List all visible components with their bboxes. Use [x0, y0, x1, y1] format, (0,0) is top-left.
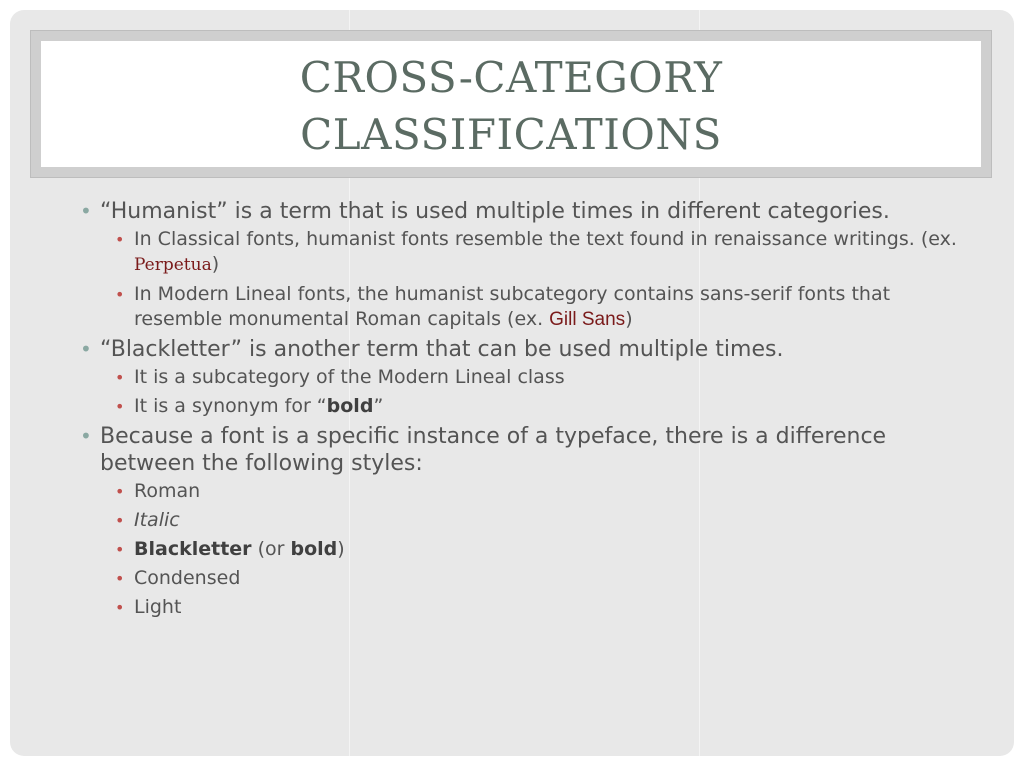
- bullet-item-humanist: [68, 198, 958, 332]
- style-label-end: ): [337, 538, 345, 560]
- sub-item-classical-humanist: [100, 227, 958, 278]
- bullet-text: “Blackletter” is another term that can be used multiple times.: [100, 337, 784, 362]
- bold-word: bold: [326, 395, 374, 417]
- bullet-icon: •: [80, 424, 92, 448]
- style-item-italic: [100, 508, 958, 533]
- bullet-text: “Humanist” is a term that is used multiple times in different categories.: [100, 199, 890, 224]
- style-label-middle: (or: [251, 538, 291, 560]
- bullet-icon: •: [80, 337, 92, 361]
- sub-bullet-icon: •: [115, 569, 125, 588]
- sub-list: [100, 365, 958, 419]
- sub-bullet-icon: •: [115, 368, 125, 387]
- sub-item-text-end: ”: [373, 395, 384, 417]
- title-line-2: CLASSIFICATIONS: [300, 110, 722, 159]
- sub-bullet-icon: •: [115, 285, 125, 304]
- sub-bullet-icon: •: [115, 511, 125, 530]
- title-box: [41, 41, 981, 167]
- bullet-list: [68, 198, 958, 620]
- sub-item-synonym: [100, 394, 958, 419]
- sub-item-text: In Modern Lineal fonts, the humanist subcategory contains sans-serif fonts that resemble monumental Roman capitals (ex.: [134, 283, 891, 330]
- sub-bullet-icon: •: [115, 540, 125, 559]
- sub-list: [100, 227, 958, 332]
- sub-item-text-end: ): [211, 253, 220, 275]
- style-item-blackletter: [100, 537, 958, 562]
- style-label: Light: [134, 596, 182, 618]
- style-label-bold: Blackletter: [134, 538, 252, 560]
- style-label: Condensed: [134, 567, 241, 589]
- sub-bullet-icon: •: [115, 482, 125, 501]
- style-label: Roman: [134, 480, 201, 502]
- style-item-roman: [100, 479, 958, 504]
- bullet-text: Because a font is a specific instance of a typeface, there is a difference between the following styles:: [100, 424, 887, 476]
- style-item-condensed: [100, 566, 958, 591]
- slide-content: [68, 198, 958, 624]
- slide-title: [41, 49, 981, 163]
- title-frame: [30, 30, 992, 178]
- font-example-perpetua: Perpetua: [134, 255, 212, 275]
- font-example-gill-sans: Gill Sans: [549, 309, 626, 330]
- bullet-item-blackletter: [68, 336, 958, 419]
- sub-item-lineal-humanist: [100, 282, 958, 332]
- bullet-icon: •: [80, 199, 92, 223]
- sub-bullet-icon: •: [115, 598, 125, 617]
- style-item-light: [100, 595, 958, 620]
- sub-item-text: It is a synonym for “: [134, 395, 327, 417]
- sub-item-text: It is a subcategory of the Modern Lineal class: [134, 366, 565, 388]
- sub-item-text-end: ): [625, 308, 633, 330]
- sub-list: [100, 479, 958, 620]
- sub-item-text: In Classical fonts, humanist fonts resemble the text found in renaissance writings. (ex.: [134, 228, 957, 250]
- bullet-item-styles: [68, 423, 958, 620]
- sub-item-subcategory: [100, 365, 958, 390]
- title-line-1: CROSS-CATEGORY: [299, 53, 723, 102]
- sub-bullet-icon: •: [115, 230, 125, 249]
- style-label: Italic: [134, 509, 180, 531]
- style-label-bold-alt: bold: [290, 538, 338, 560]
- slide: [10, 10, 1014, 756]
- sub-bullet-icon: •: [115, 397, 125, 416]
